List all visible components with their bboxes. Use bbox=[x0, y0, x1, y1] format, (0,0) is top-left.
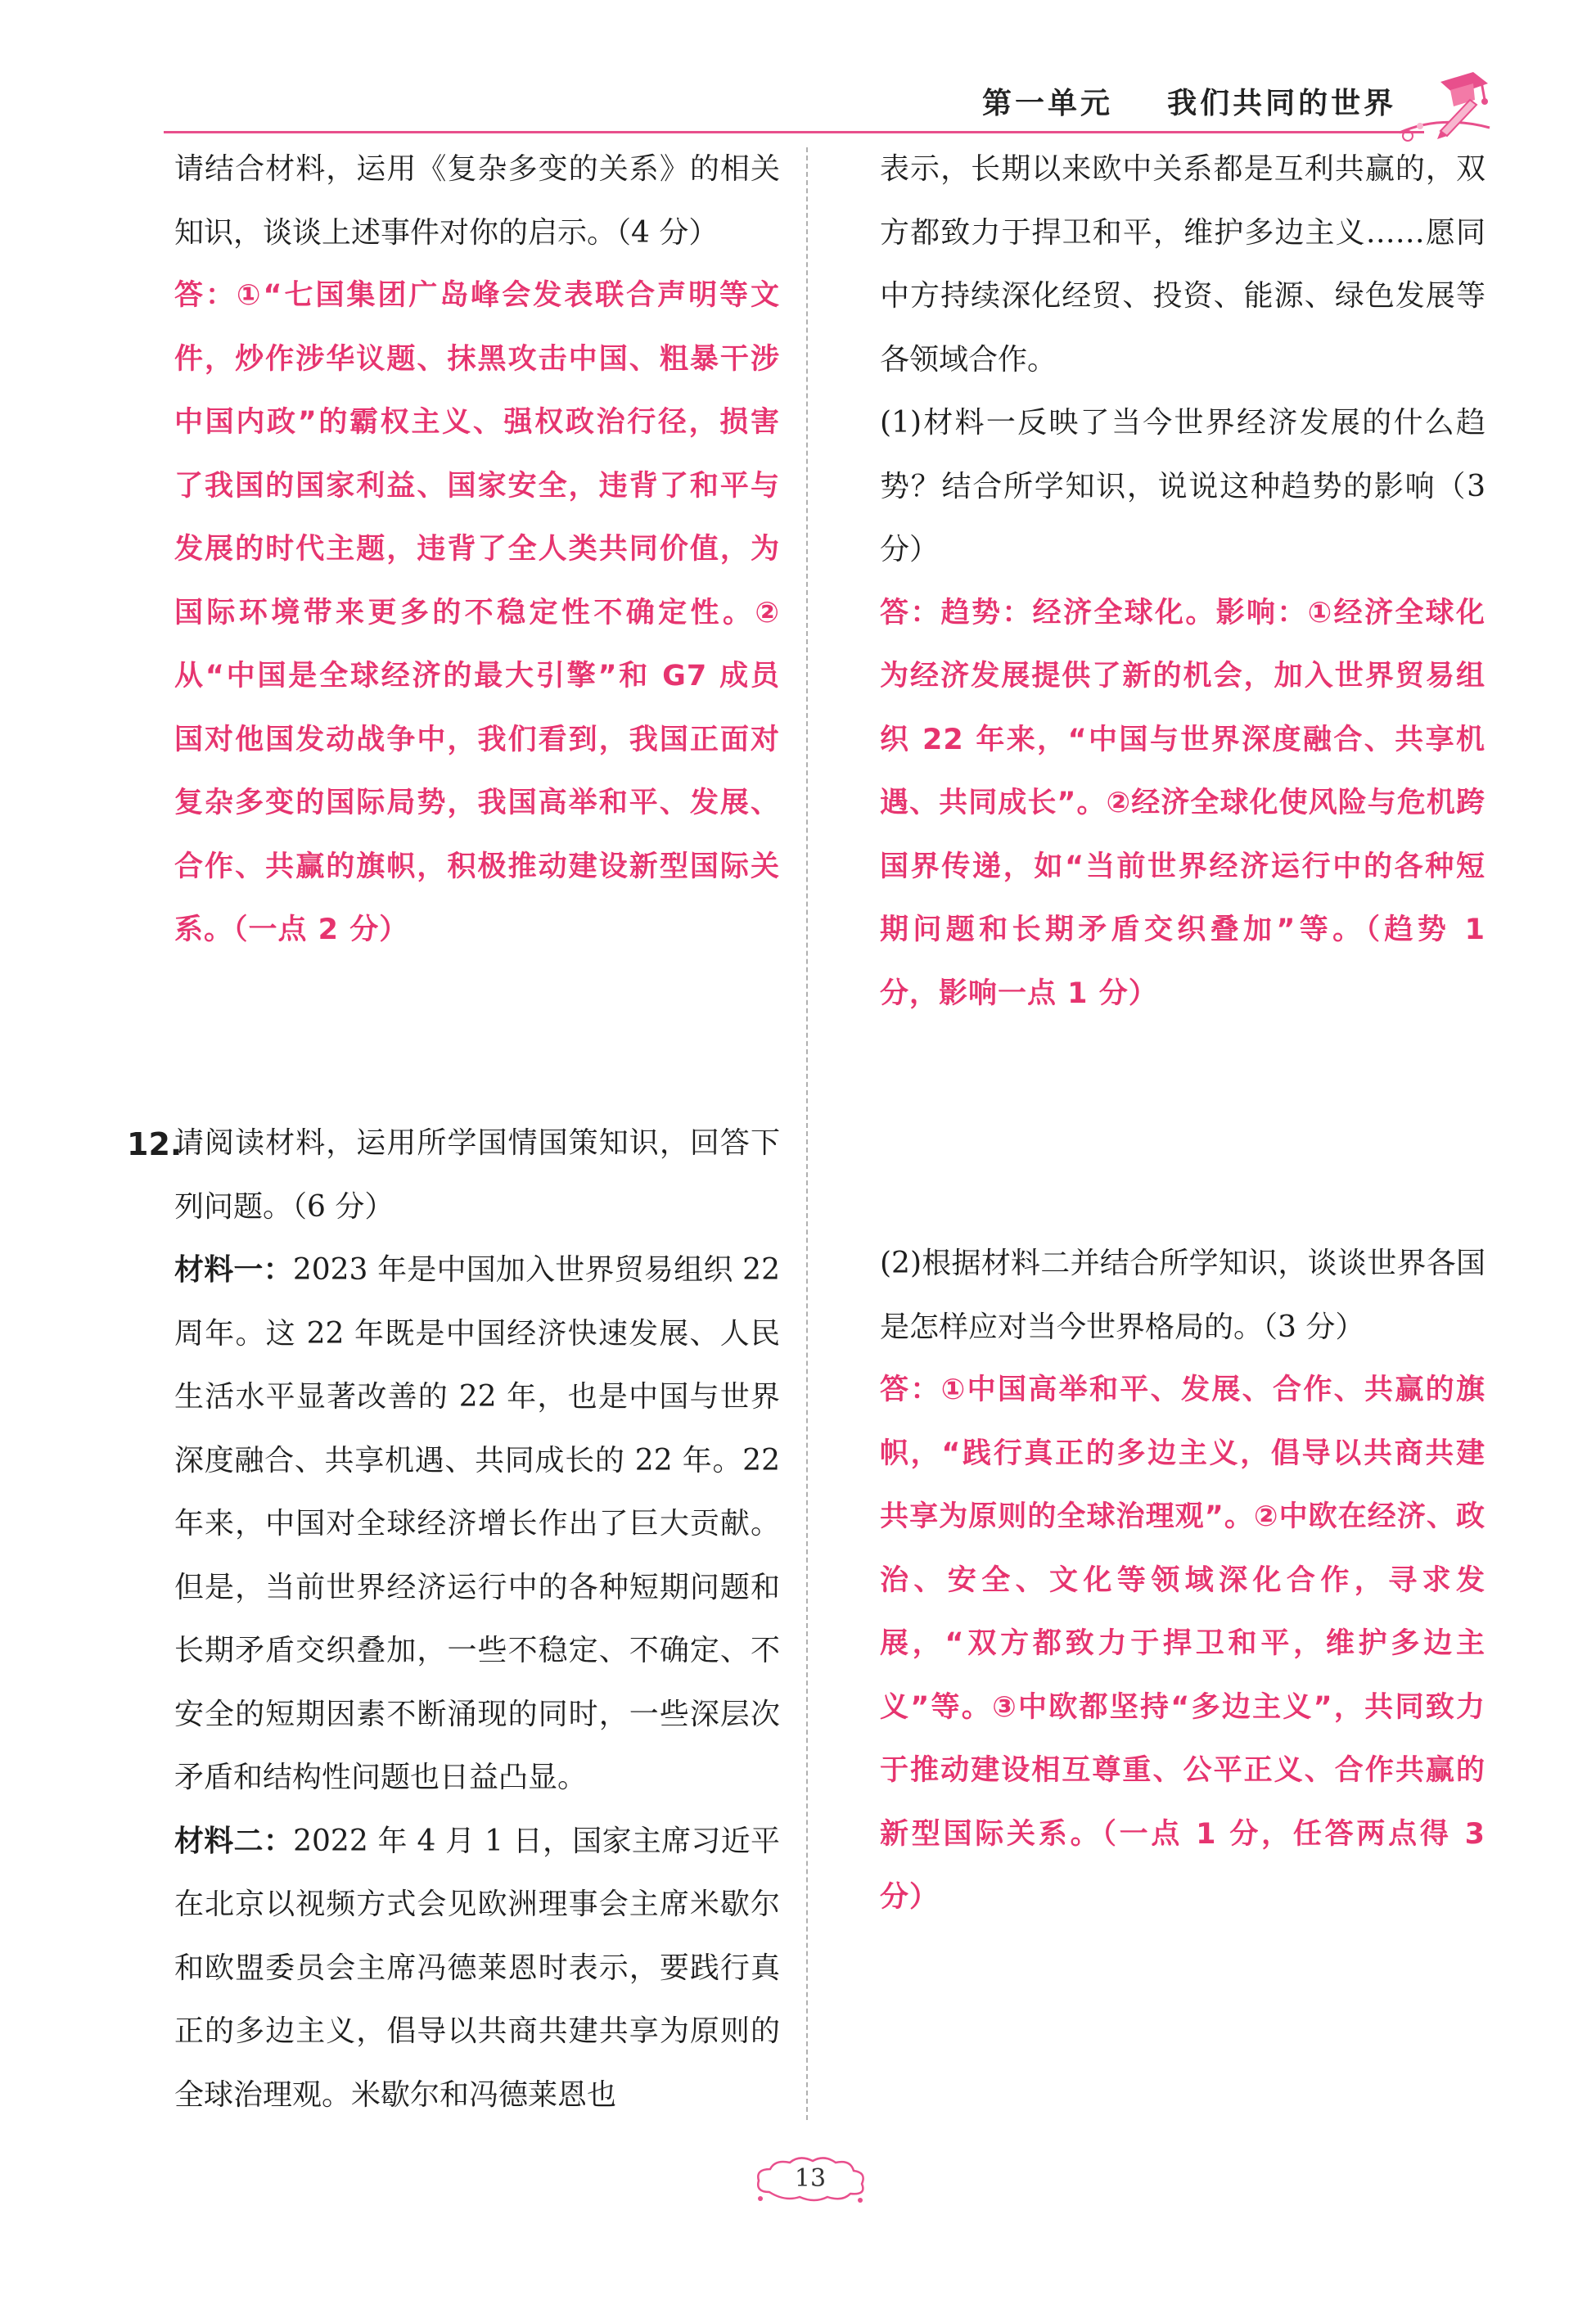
material-2-label: 材料二： bbox=[174, 1823, 294, 1858]
header-divider-line bbox=[164, 131, 1424, 133]
q12-prompt: 请阅读材料，运用所学国情国策知识，回答下列问题。（6 分） bbox=[174, 1126, 780, 1224]
material-1-label: 材料一： bbox=[174, 1252, 293, 1287]
question-number-12: 12. bbox=[127, 1126, 183, 1162]
right-column-top bbox=[880, 138, 1486, 1026]
q12-sub2-answer: 答：①中国高举和平、发展、合作、共赢的旗帜，“践行真正的多边主义，倡导以共商共建共享为原则的全球治理观”。②中欧在经济、政治、安全、文化等领域深化合作，寻求发展，“双方都致力于捍卫和平，维护多边主义”等。③中欧都坚持“多边主义”，共同致力于推动建设相互尊重、公平正义、合作共赢的新型国际关系。（一点 1 分，任答两点得 3 分） bbox=[880, 1374, 1486, 1914]
unit-title: 第一单元 我们共同的世界 bbox=[982, 87, 1397, 120]
q12-sub2-prompt: (2)根据材料二并结合所学知识，谈谈世界各国是怎样应对当今世界格局的。（3 分） bbox=[880, 1247, 1486, 1344]
left-column bbox=[174, 138, 780, 963]
q12-sub1-prompt: (1)材料一反映了当今世界经济发展的什么趋势？结合所学知识，说说这种趋势的影响（3 分） bbox=[880, 406, 1486, 566]
column-divider bbox=[806, 147, 808, 2120]
page-number-badge bbox=[749, 2153, 872, 2205]
material-2 bbox=[174, 1810, 780, 2127]
graduation-cap-pencil-icon bbox=[1391, 57, 1498, 147]
q12-block bbox=[174, 1112, 780, 2127]
q12-sub1-answer: 答：趋势：经济全球化。影响：①经济全球化为经济发展提供了新的机会，加入世界贸易组织 22 年来，“中国与世界深度融合、共享机遇、共同成长”。②经济全球化使风险与危机跨国界传递，如“当前世界经济运行中的各种短期问题和长期矛盾交织叠加”等。（趋势 1 分，影响一点 1 分） bbox=[880, 596, 1486, 1010]
material-1-text: 2023 年是中国加入世界贸易组织 22 周年。这 22 年既是中国经济快速发展、人民生活水平显著改善的 22 年，也是中国与世界深度融合、共享机遇、共同成长的 22 年。22 年来，中国对全球经济增长作出了巨大贡献。但是，当前世界经济运行中的各种短期问题和长期矛盾交织叠加，一些不稳定、不确定、不安全的短期因素不断涌现的同时，一些深层次矛盾和结构性问题也日益凸显。 bbox=[174, 1253, 780, 1794]
material-2-continued: 表示，长期以来欧中关系都是互利共赢的，双方都致力于捍卫和平，维护多边主义……愿同中方持续深化经贸、投资、能源、绿色发展等各领域合作。 bbox=[880, 152, 1486, 377]
material-1 bbox=[174, 1238, 780, 1810]
right-column-bottom bbox=[880, 1232, 1486, 1930]
q11-prompt-tail: 请结合材料，运用《复杂多变的关系》的相关知识，谈谈上述事件对你的启示。（4 分） bbox=[174, 152, 780, 250]
material-2-text: 2022 年 4 月 1 日，国家主席习近平在北京以视频方式会见欧洲理事会主席米歇尔和欧盟委员会主席冯德莱恩时表示，要践行真正的多边主义，倡导以共商共建共享为原则的全球治理观。米歇尔和冯德莱恩也 bbox=[174, 1824, 780, 2112]
page-number: 13 bbox=[794, 2164, 827, 2193]
q11-answer: 答：①“七国集团广岛峰会发表联合声明等文件，炒作涉华议题、抹黑攻击中国、粗暴干涉中国内政”的霸权主义、强权政治行径，损害了我国的国家利益、国家安全，违背了和平与发展的时代主题，违背了全人类共同价值，为国际环境带来更多的不稳定性不确定性。②从“中国是全球经济的最大引擎”和 G7 成员国对他国发动战争中，我们看到，我国正面对复杂多变的国际局势，我国高举和平、发展、合作、共赢的旗帜，积极推动建设新型国际关系。（一点 2 分） bbox=[174, 279, 780, 946]
